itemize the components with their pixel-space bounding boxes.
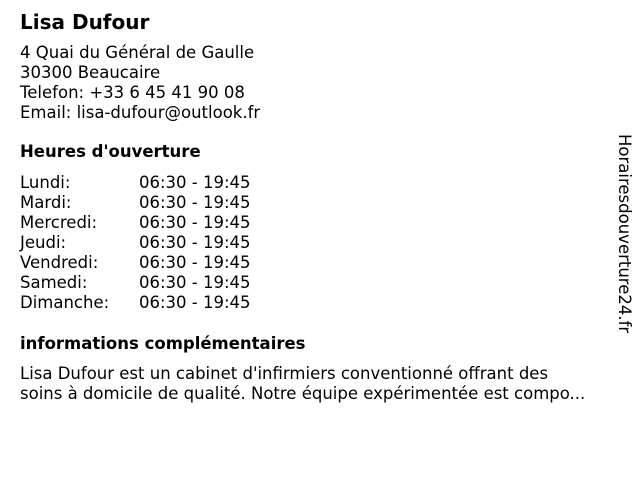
phone-text: Telefon: +33 6 45 41 90 08	[20, 83, 245, 102]
description	[20, 364, 620, 404]
day-label: Mercredi:	[20, 213, 98, 232]
business-name: Lisa Dufour	[20, 10, 150, 34]
time-range: 06:30 - 19:45	[139, 253, 251, 272]
hours-row	[20, 173, 610, 193]
business-card	[20, 8, 610, 404]
day-label: Lundi:	[20, 173, 71, 192]
time-range: 06:30 - 19:45	[139, 293, 251, 312]
hours-row	[20, 253, 610, 273]
hours-heading: Heures d'ouverture	[20, 142, 201, 161]
hours-table	[20, 173, 610, 313]
site-watermark: Horairesdouverture24.fr	[615, 134, 634, 334]
day-label: Mardi:	[20, 193, 72, 212]
address-line-2: 30300 Beaucaire	[20, 63, 161, 82]
time-range: 06:30 - 19:45	[139, 213, 251, 232]
email-text: Email: lisa-dufour@outlook.fr	[20, 103, 261, 122]
hours-row	[20, 293, 610, 313]
day-label: Vendredi:	[20, 253, 99, 272]
address-line-1: 4 Quai du Général de Gaulle	[20, 43, 255, 62]
day-label: Dimanche:	[20, 293, 110, 312]
info-heading: informations complémentaires	[20, 334, 306, 353]
time-range: 06:30 - 19:45	[139, 233, 251, 252]
day-label: Jeudi:	[20, 233, 67, 252]
contact-block	[20, 43, 610, 123]
hours-row	[20, 273, 610, 293]
hours-row	[20, 193, 610, 213]
time-range: 06:30 - 19:45	[139, 273, 251, 292]
hours-row	[20, 213, 610, 233]
day-label: Samedi:	[20, 273, 88, 292]
hours-row	[20, 233, 610, 253]
time-range: 06:30 - 19:45	[139, 173, 251, 192]
description-line-1: Lisa Dufour est un cabinet d'infirmiers conventionné offrant des	[20, 364, 549, 383]
time-range: 06:30 - 19:45	[139, 193, 251, 212]
description-line-2: soins à domicile de qualité. Notre équipe expérimentée est compo...	[20, 384, 586, 403]
